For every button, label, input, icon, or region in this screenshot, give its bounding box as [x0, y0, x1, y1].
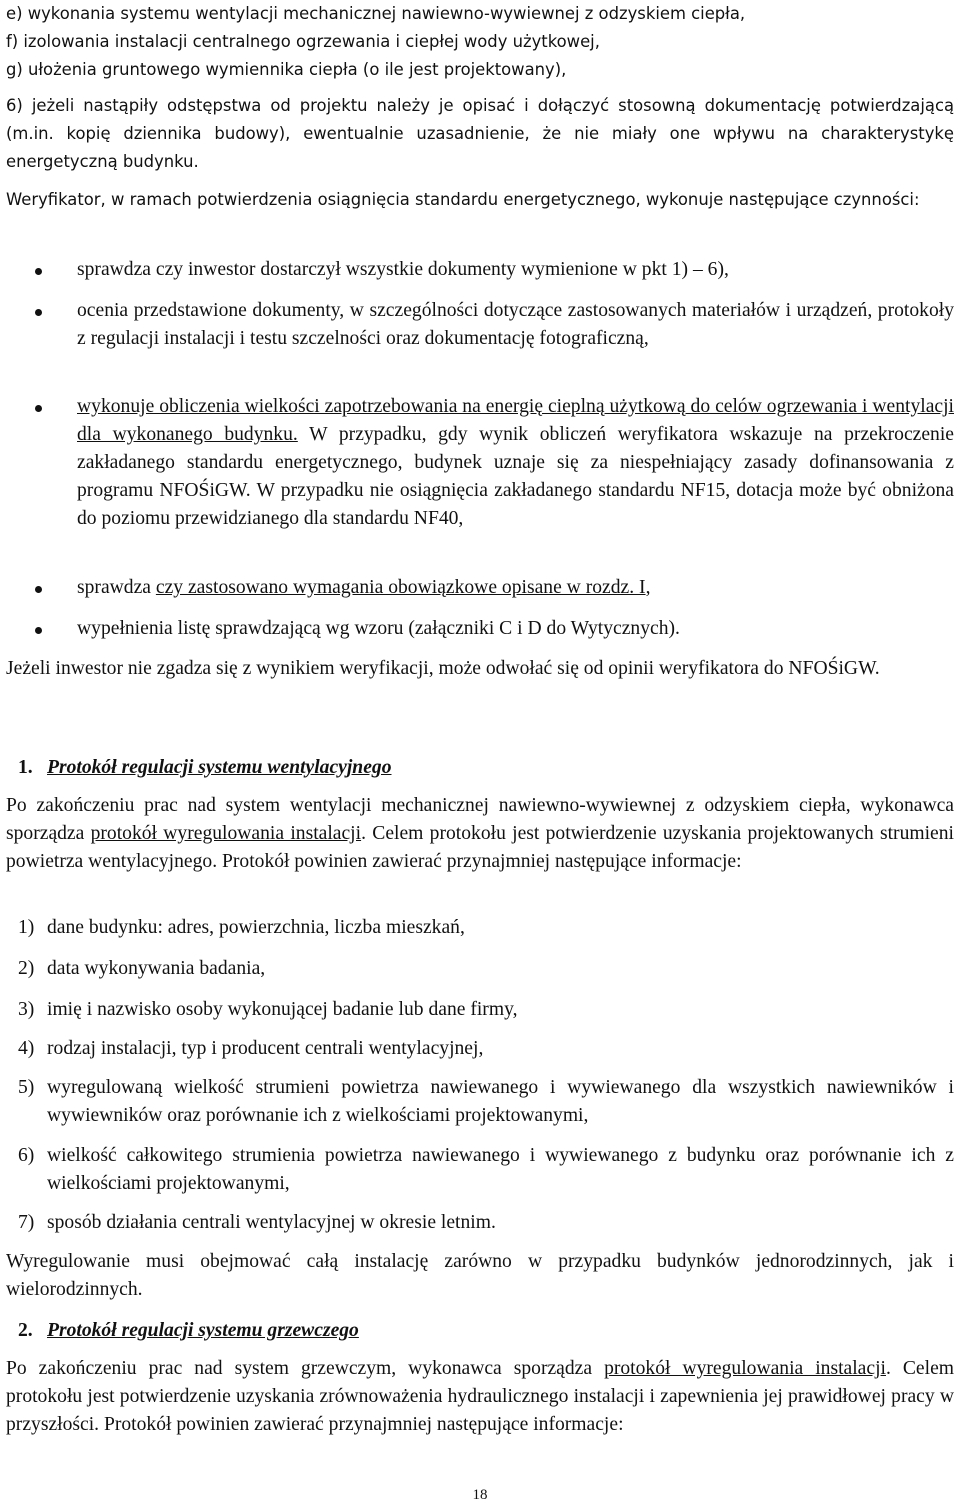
bullet-item [6, 615, 954, 643]
section-2-paragraph [6, 1355, 954, 1439]
item-number: 3) [18, 999, 35, 1020]
item-number: 5) [18, 1077, 35, 1098]
bullet-item [6, 297, 954, 353]
section-1-heading [18, 754, 954, 782]
bullet-text: ocenia przedstawione dokumenty, w szczególności dotyczące zastosowanych materiałów i urządzeń, protokoły z regulacji instalacji i testu szczelności oraz dokumentację fotograficzną, [77, 300, 954, 349]
bullet-icon [35, 627, 42, 634]
bullet-text [77, 393, 954, 533]
item-number: 2) [18, 958, 35, 979]
numbered-item [18, 914, 954, 942]
appeal-paragraph: Jeżeli inwestor nie zgadza się z wynikiem weryfikacji, może odwołać się od opinii weryfikatora do NFOŚiGW. [6, 658, 880, 679]
section-number: 2. [18, 1320, 33, 1341]
underlined-text: czy zastosowano wymagania obowiązkowe opisane w rozdz. I [155, 577, 646, 598]
underlined-text: wykonuje obliczenia wielkości zapotrzebowania na energię cieplną użytkową do celów ogrzewania i wentylacji dla wykonanego budynku. [77, 396, 954, 445]
numbered-item [18, 1142, 954, 1198]
list-item-e: e) wykonania systemu wentylacji mechanicznej nawiewno-wywiewnej z odzyskiem ciepła, [6, 4, 746, 23]
paragraph-text: . Celem protokołu jest potwierdzenie uzyskania zrównoważenia hydraulicznego instalacji i zapewnienia jej prawidłowej pracy w przyszłości. Protokół powinien zawierać przynajmniej następujące informacje: [6, 1358, 955, 1435]
item-text: dane budynku: adres, powierzchnia, liczba mieszkań, [47, 917, 465, 938]
underlined-text: protokół wyregulowania instalacji [604, 1358, 886, 1379]
item-text: sposób działania centrali wentylacyjnej w okresie letnim. [47, 1212, 496, 1233]
item-text: imię i nazwisko osoby wykonującej badanie lub dane firmy, [47, 999, 518, 1020]
verifier-intro: Weryfikator, w ramach potwierdzenia osiągnięcia standardu energetycznego, wykonuje następujące czynności: [6, 190, 920, 209]
section-1-closing: Wyregulowanie musi obejmować całą instalację zarówno w przypadku budynków jednorodzinnych, jak i wielorodzinnych. [6, 1251, 954, 1300]
item-text: data wykonywania badania, [47, 958, 266, 979]
numbered-item [18, 1209, 954, 1237]
list-item-f: f) izolowania instalacji centralnego ogrzewania i ciepłej wody użytkowej, [6, 32, 600, 51]
underlined-text: protokół wyregulowania instalacji [90, 823, 362, 844]
bullet-icon [35, 405, 42, 412]
item-number: 4) [18, 1038, 35, 1059]
numbered-item [18, 996, 954, 1024]
bullet-text-post: , [645, 577, 651, 598]
bullet-item [6, 256, 954, 284]
paragraph-text: . Celem protokołu jest potwierdzenie uzyskania projektowanych strumieni powietrza wentylacyjnego. Protokół powinien zawierać przynajmniej następujące informacje: [6, 823, 954, 872]
item-number: 7) [18, 1212, 35, 1233]
bullet-text-rest: W przypadku, gdy wynik obliczeń weryfikatora wskazuje na przekroczenie zakładanego standardu energetycznego, budynek uznaje się za niespełniający zasady dofinansowania z programu NFOŚiGW. W przypadku nie osiągnięcia zakładanego standardu NF15, dotacja może być obniżona do poziomu przewidzianego dla standardu NF40, [77, 424, 954, 529]
numbered-item [18, 955, 954, 983]
section-title: Protokół regulacji systemu grzewczego [47, 1320, 359, 1341]
item-number: 6) [18, 1145, 35, 1166]
item-text: rodzaj instalacji, typ i producent centrali wentylacyjnej, [47, 1038, 484, 1059]
bullet-text [77, 574, 954, 602]
list-item-6 [6, 92, 954, 176]
bullet-text: sprawdza czy inwestor dostarczył wszystkie dokumenty wymienione w pkt 1) – 6), [77, 259, 729, 280]
item-number: 1) [18, 917, 35, 938]
bullet-item [6, 393, 954, 533]
bullet-icon [35, 268, 42, 275]
bullet-icon [35, 586, 42, 593]
item-text: wielkość całkowitego strumienia powietrza nawiewanego i wywiewanego z budynku oraz porównanie ich z wielkościami projektowanymi, [47, 1145, 954, 1194]
section-2-heading [18, 1317, 954, 1345]
section-title: Protokół regulacji systemu wentylacyjnego [47, 757, 392, 778]
bullet-item [6, 574, 954, 602]
bullet-text: wypełnienia listę sprawdzającą wg wzoru (załączniki C i D do Wytycznych). [77, 618, 680, 639]
list-item-g: g) ułożenia gruntowego wymiennika ciepła (o ile jest projektowany), [6, 60, 567, 79]
list-item-6-text: 6) jeżeli nastąpiły odstępstwa od projektu należy je opisać i dołączyć stosowną dokumentację potwierdzającą (m.in. kopię dziennika budowy), ewentualnie uzasadnienie, że nie miały one wpływu na charakterystykę energetyczną budynku. [6, 96, 954, 171]
item-text: wyregulowaną wielkość strumieni powietrza nawiewanego i wywiewanego dla wszystkich nawiewników i wywiewników oraz porównanie ich z wielkościami projektowanymi, [47, 1077, 954, 1126]
bullet-text-pre: sprawdza [77, 577, 156, 598]
paragraph-text: Po zakończeniu prac nad system wentylacji mechanicznej nawiewno-wywiewnej z odzyskiem ciepła, wykonawca sporządza [6, 795, 954, 844]
bullet-icon [35, 309, 42, 316]
numbered-item [18, 1035, 954, 1063]
numbered-item [18, 1074, 954, 1130]
paragraph-text: Po zakończeniu prac nad system grzewczym, wykonawca sporządza [6, 1358, 605, 1379]
section-number: 1. [18, 757, 33, 778]
section-1-paragraph [6, 792, 954, 876]
page-number: 18 [472, 1487, 488, 1503]
